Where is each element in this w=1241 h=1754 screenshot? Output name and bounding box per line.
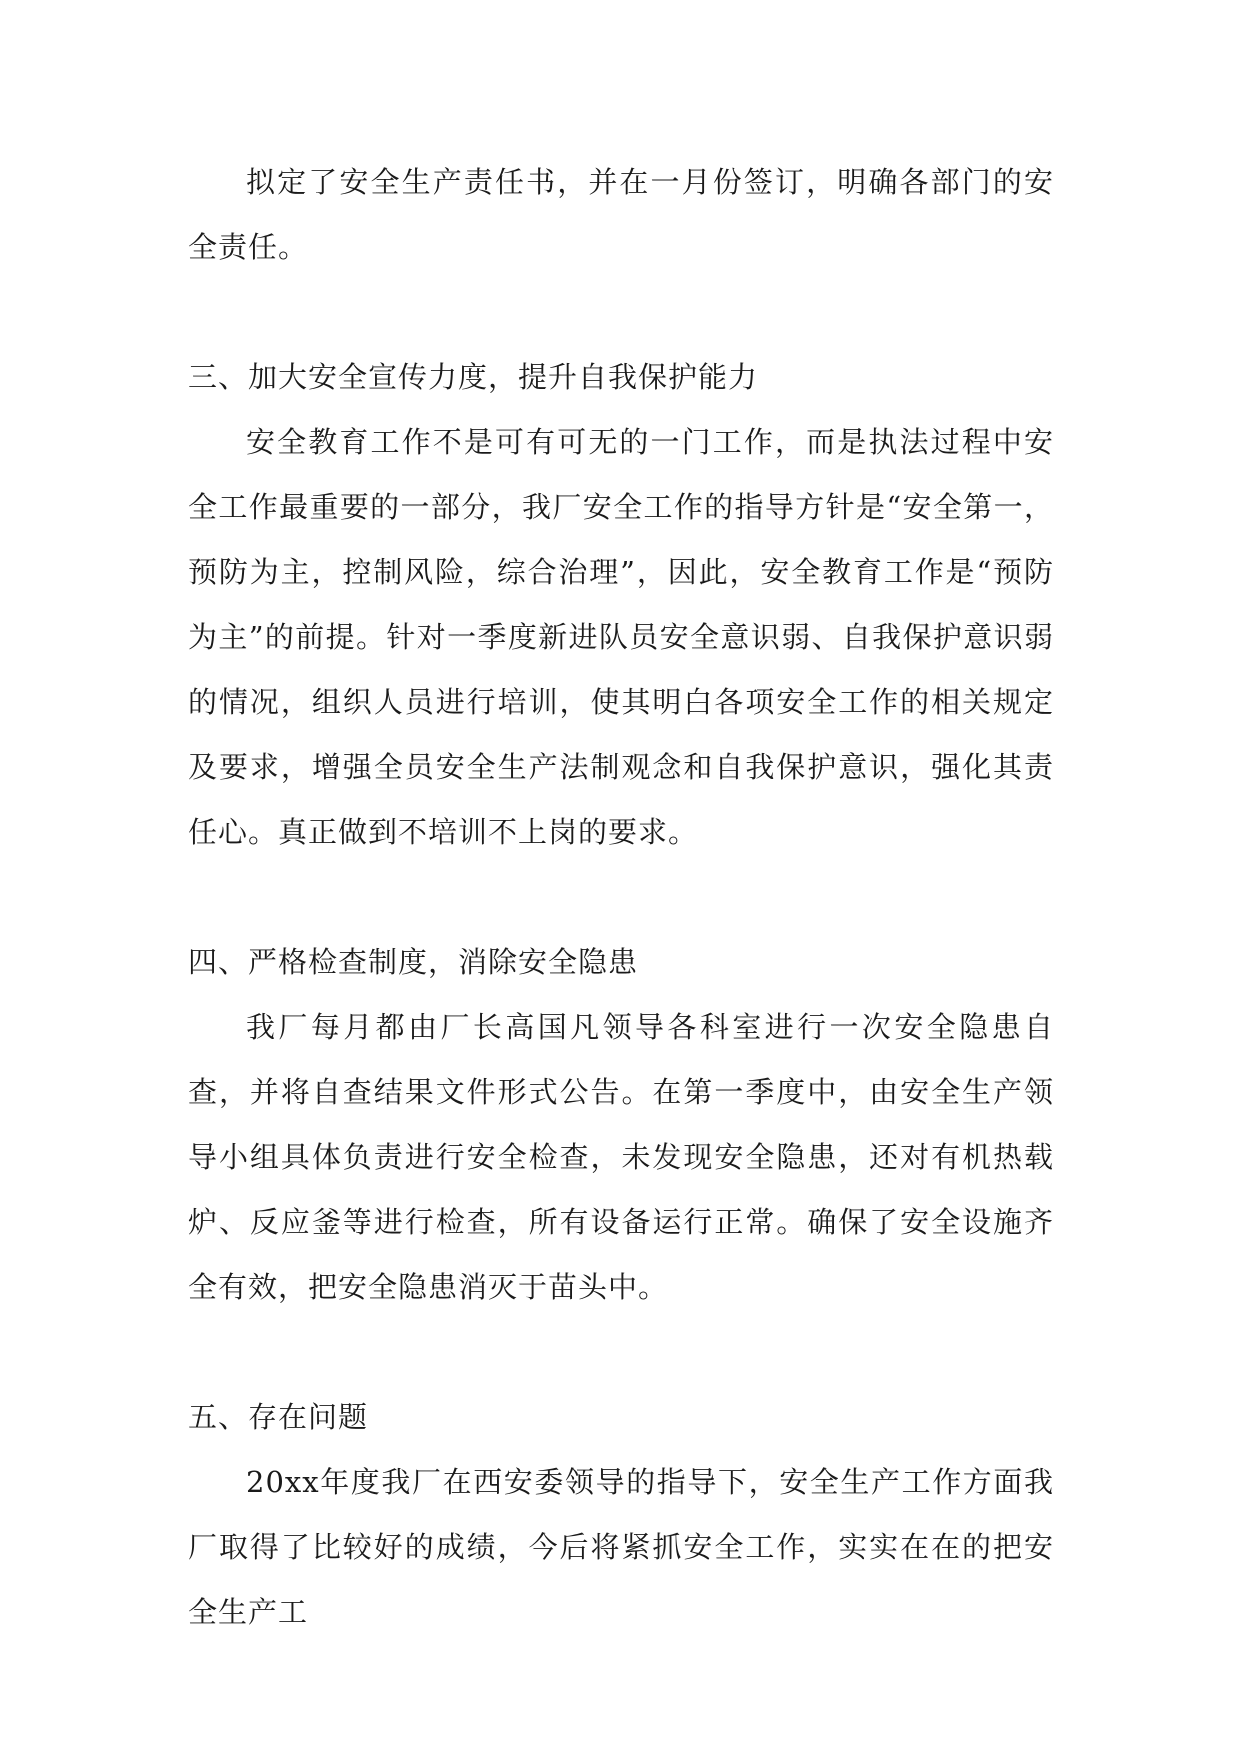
intro-paragraph: 拟定了安全生产责任书，并在一月份签订，明确各部门的安全责任。	[188, 165, 1054, 264]
document-body	[188, 150, 1054, 1645]
section-body-4: 我厂每月都由厂长高国凡领导各科室进行一次安全隐患自查，并将自查结果文件形式公告。在第一季度中，由安全生产领导小组具体负责进行安全检查，未发现安全隐患，还对有机热载炉、反应釜等进行检查，所有设备运行正常。确保了安全设施齐全有效，把安全隐患消灭于苗头中。	[188, 1010, 1054, 1304]
section-spacer	[188, 865, 1054, 930]
section-body-3: 安全教育工作不是可有可无的一门工作，而是执法过程中安全工作最重要的一部分，我厂安全工作的指导方针是“安全第一，预防为主，控制风险，综合治理”，因此，安全教育工作是“预防为主”的前提。针对一季度新进队员安全意识弱、自我保护意识弱的情况，组织人员进行培训，使其明白各项安全工作的相关规定及要求，增强全员安全生产法制观念和自我保护意识，强化其责任心。真正做到不培训不上岗的要求。	[188, 425, 1054, 849]
section-heading-4: 四、严格检查制度，消除安全隐患	[188, 945, 639, 979]
section-heading-5: 五、存在问题	[188, 1400, 369, 1434]
section-heading-3: 三、加大安全宣传力度，提升自我保护能力	[188, 360, 759, 394]
section-spacer	[188, 1320, 1054, 1385]
section-body-5: 20xx年度我厂在西安委领导的指导下，安全生产工作方面我厂取得了比较好的成绩，今后将紧抓安全工作，实实在在的把安全生产工	[188, 1465, 1054, 1629]
section-spacer	[188, 280, 1054, 345]
